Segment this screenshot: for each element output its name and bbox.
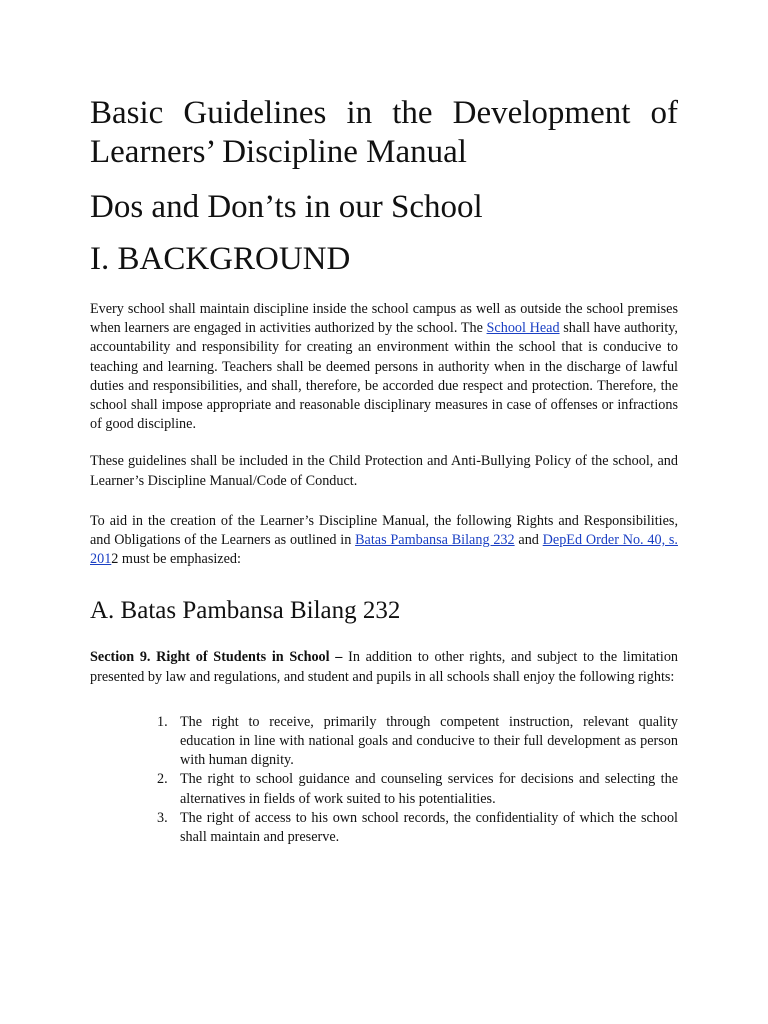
rights-list bbox=[90, 713, 678, 847]
school-head-link[interactable]: School Head bbox=[486, 320, 560, 337]
list-item bbox=[157, 770, 678, 808]
list-item bbox=[157, 713, 678, 771]
list-item-text: The right to receive, primarily through competent instruction, relevant quality education in line with national goals and conducive to their full development as person with human dignity. bbox=[180, 713, 678, 769]
document-subtitle: Dos and Don’ts in our School bbox=[90, 189, 483, 225]
paragraph-text: and bbox=[514, 532, 543, 549]
paragraph-text: Every school shall maintain discipline inside the school campus as well as outside the school premises when learners are engaged in activities authorized by the school. The bbox=[90, 301, 678, 337]
list-item bbox=[157, 809, 678, 847]
rights-intro-paragraph bbox=[90, 512, 678, 570]
list-item-text: The right of access to his own school records, the confidentiality of which the school shall maintain and preserve. bbox=[180, 809, 678, 846]
background-paragraph bbox=[90, 300, 678, 434]
guidelines-paragraph: These guidelines shall be included in the Child Protection and Anti-Bullying Policy of the school, and Learner’s Discipline Manual/Code of Conduct. bbox=[90, 453, 678, 489]
document-title: Basic Guidelines in the Development of Learners’ Discipline Manual bbox=[90, 95, 678, 170]
batas-pambansa-link[interactable]: Batas Pambansa Bilang 232 bbox=[355, 532, 515, 549]
list-item-text: The right to school guidance and counseling services for decisions and selecting the alternatives in fields of work suited to his potentialities. bbox=[180, 771, 678, 807]
list-number: 1. bbox=[157, 713, 168, 730]
background-heading: I. BACKGROUND bbox=[90, 241, 351, 277]
list-number: 2. bbox=[157, 771, 168, 788]
list-number: 3. bbox=[157, 809, 168, 826]
paragraph-text: shall have authority, accountability and responsibility for creating an environment within the school that is conducive to teaching and learning. Teachers shall be deemed persons in authority when in the discharge of lawful duties and responsibilities, and shall, therefore, be accorded due respect and protection. Therefore, the school shall impose appropriate and reasonable disciplinary measures in case of offenses or infractions of good discipline. bbox=[90, 320, 678, 433]
deped-order-link[interactable]: DepEd Order No. 40, s. 201 bbox=[90, 532, 678, 568]
section-9-label: Section 9. Right of Students in School – bbox=[90, 649, 343, 666]
section-9-paragraph bbox=[90, 648, 678, 686]
paragraph-text: To aid in the creation of the Learner’s Discipline Manual, the following Rights and Responsibilities, and Obligations of the Learners as outlined in bbox=[90, 512, 678, 549]
paragraph-text: 2 must be emphasized: bbox=[111, 551, 241, 568]
section-a-heading: A. Batas Pambansa Bilang 232 bbox=[90, 597, 401, 625]
paragraph-text: In addition to other rights, and subject to the limitation presented by law and regulations, and student and pupils in all schools shall enjoy the following rights: bbox=[90, 649, 679, 685]
